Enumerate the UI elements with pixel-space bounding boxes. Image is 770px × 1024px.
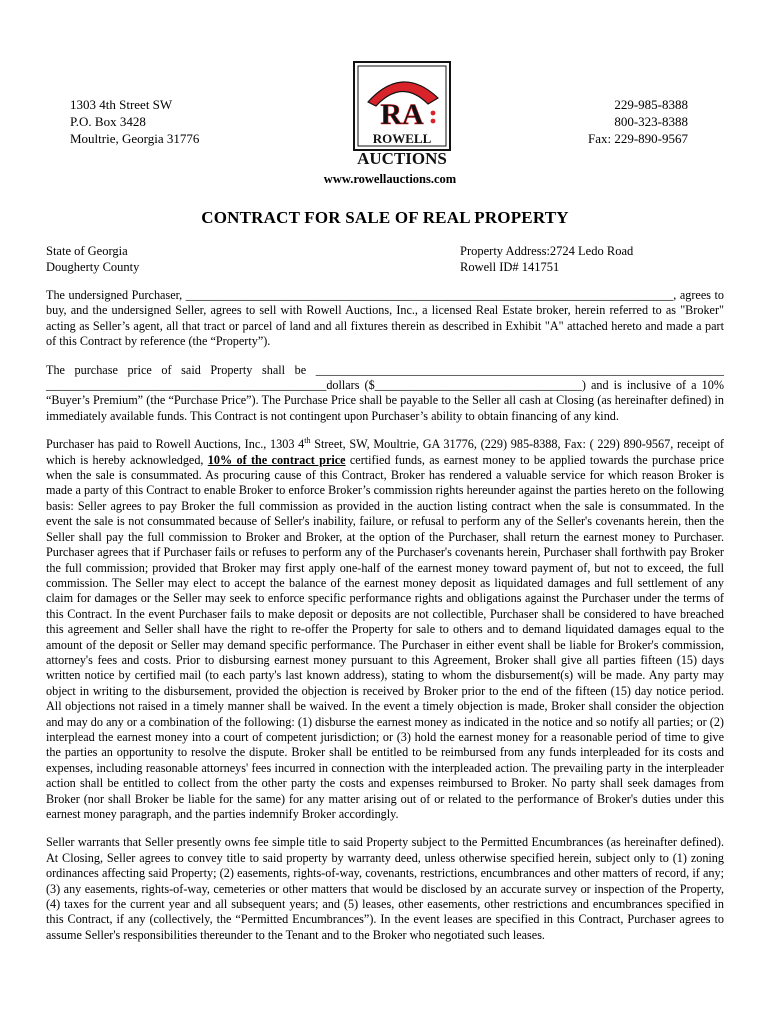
paragraph-title-warranty: Seller warrants that Seller presently owns fee simple title to said Property subject to the Permitted Encumbrances (as hereinafter defined). At Closing, Seller agrees to convey title to said property by warranty deed, unless otherwise specified herein, subject only to (1) zoning ordinances affecting said Property; (2) easements, rights-of-way, covenants, restrictions, encumbrances and other matters of record, if any; (3) any easements, rights-of-way, cemeteries or other matters that would be disclosed by an accurate survey or inspection of the Property, (4) taxes for the current year and all subsequent years; and (5) leases, other easements, other restrictions and encumbrances specified in this Contract, if any (collectively, the “Permitted Encumbrances”). In the event leases are specified in this Contract, Purchaser agrees to assume Seller's responsibilities thereunder to the Tenant and to the Broker who negotiated such leases.: [46, 835, 724, 942]
logo-ra-text: RA: [380, 98, 424, 131]
company-phones: [588, 96, 688, 147]
county-label: Dougherty County: [46, 260, 140, 274]
address-line: 1303 4th Street SW: [70, 97, 173, 112]
document-title: CONTRACT FOR SALE OF REAL PROPERTY: [201, 208, 569, 227]
website-link[interactable]: www.rowellauctions.com: [323, 172, 457, 186]
property-address: Property Address:2724 Ledo Road: [460, 244, 634, 258]
rowell-auctions-logo: [342, 58, 462, 170]
paragraph-purchaser: The undersigned Purchaser, ________________________________________________________________________________, agrees to buy, and the undersigned Seller, agrees to sell with Rowell Auctions, Inc., a licensed Real Estate broker, herein referred to as "Broker" acting as Seller’s agent, all that tract or parcel of land and all fixtures therein as described in Exhibit "A" attached hereto and made a part of this Contract by reference (the “Property”).: [46, 288, 724, 349]
paragraph-purchase-price: The purchase price of said Property shall be ___________________________________________________________________ ______________________________________________dollars ($__________________________________) and is inclusive of a 10% “Buyer’s Premium” (the “Purchase Price”). The Purchase Price shall be payable to the Seller all cash at Closing (as hereinafter defined) in immediately available funds. This Contract is not contingent upon Purchaser’s ability to obtain financing of any kind.: [46, 362, 724, 423]
address-line: P.O. Box 3428: [70, 114, 146, 129]
jurisdiction-block: [46, 243, 139, 275]
rowell-id: Rowell ID# 141751: [460, 260, 560, 274]
property-block: [460, 243, 633, 275]
earnest-text: certified funds, as earnest money to be applied towards the purchase price when the sale is consummated. As procuring cause of this Contract, Broker has rendered a valuable service for which reason Broker is made a party of this Contract to enable Broker to enforce Broker’s commission rights hereunder against the parties hereto on the following basis: Seller agrees to pay Broker the full commission as provided in the auction listing contract when the sale is consummated. In the event the sale is not consummated because of Seller's inability, failure, or refusal to perform any of the Seller's covenants herein, then the Seller shall pay the full commission to Broker and Broker, at the option of the Purchaser, shall return the earnest money to Purchaser. Purchaser agrees that if Purchaser fails or refuses to perform any of the Purchaser's covenants herein, Purchaser shall forthwith pay Broker the full commission; provided that Broker may first apply one-half of the earnest money toward payment of, but not to exceed, the full commission. The Seller may elect to accept the balance of the earnest money deposit as liquidated damages and full settlement of any claim for damages or the Seller may seek to enforce specific performance rights and obligations against the Purchaser under the terms of this Contract. In the event Purchaser fails to make deposit or deposits are not collectible, Purchaser shall be considered to have breached this agreement and Seller shall have the right to re-offer the Property for sale to others and to demand liquidated damages equal to the amount of the deposit or Seller may demand specific performance. The Purchaser in either event shall be liable for Broker's commission, attorney's fees and costs. Prior to disbursing earnest money pursuant to this Agreement, Broker shall give all parties fifteen (15) days written notice by certified mail (to each party's last known address), stating to whom the disbursement(s) will be made. Any party may object in writing to the disbursement, provided the objection is received by Broker prior to the end of the fifteen (15) day notice period. All objections not raised in a timely manner shall be waived. In the event a timely objection is made, Broker shall consider the objection and may do any or a combination of the following: (1) disburse the earnest money as indicated in the notice and so notify all parties; or (2) interplead the earnest money into a court of competent jurisdiction; or (3) hold the earnest money for a reasonable period of time to give the parties an opportunity to resolve the dispute. Broker shall be entitled to be reimbursed from any funds interpleaded for its costs and expenses, including reasonable attorneys' fees incurred in connection with the interpleaded action. The prevailing party in the interpleader action shall be entitled to collect from the other party the costs and expenses reimbursed to Broker. No party shall seek damages from Broker (nor shall Broker be liable for the same) for any matter arising out of or related to the performance of Broker's duties under this earnest money paragraph, and the parties indemnify Broker accordingly.: [46, 452, 724, 821]
address-line: Moultrie, Georgia 31776: [70, 131, 200, 146]
logo-rowell-text: ROWELL: [372, 131, 432, 146]
phone-line: 800-323-8388: [614, 114, 688, 129]
company-address: [70, 96, 199, 147]
contract-body: [46, 288, 724, 956]
earnest-percent: 10% of the contract price: [207, 452, 346, 467]
phone-line: Fax: 229-890-9567: [587, 131, 688, 146]
earnest-text: Street, SW, Moultrie, GA 31776, (229) 985-8388, Fax: ( 229) 890-9567, receipt of which is hereby acknowledged,: [46, 437, 724, 467]
ordinal-suffix: th: [304, 436, 311, 446]
state-label: State of Georgia: [46, 244, 128, 258]
earnest-text: Purchaser has paid to Rowell Auctions, Inc., 1303 4: [46, 437, 305, 452]
logo-auctions-text: AUCTIONS: [357, 149, 447, 168]
paragraph-earnest-money: [46, 437, 724, 822]
phone-line: 229-985-8388: [614, 97, 688, 112]
